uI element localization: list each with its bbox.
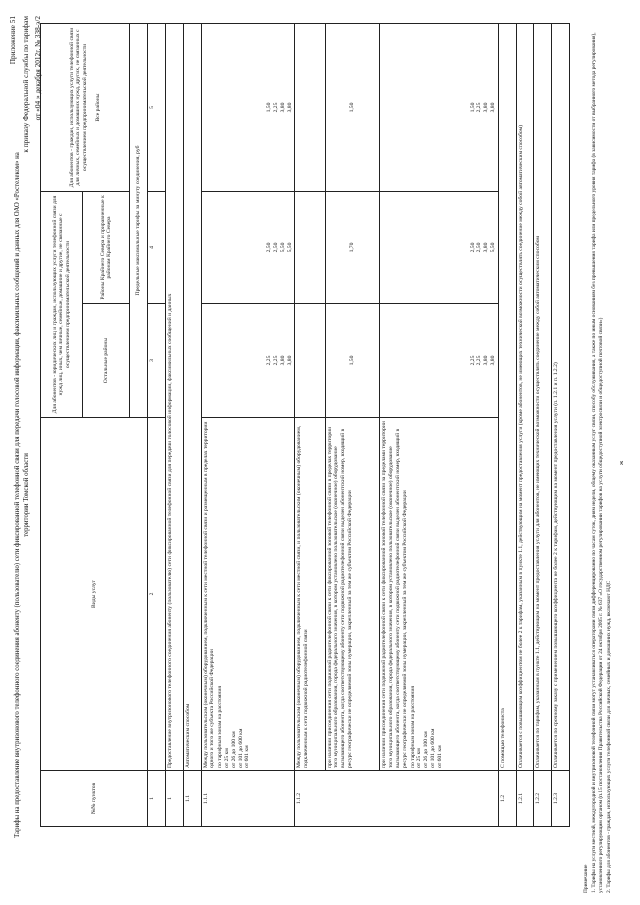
table-head-row	[41, 24, 83, 827]
col-header-all-regions: Все районы	[95, 93, 102, 122]
price-cell	[380, 24, 498, 192]
row-number: 1	[166, 771, 184, 827]
price-value: 2,25	[272, 355, 279, 366]
table-index-row	[148, 24, 166, 827]
price-value: 3,80	[483, 102, 490, 113]
index-5: 5	[148, 24, 166, 192]
price-value: 1,50	[325, 304, 380, 418]
table-row	[516, 24, 534, 827]
price-value: 2,25	[476, 355, 483, 366]
distance-label: от 26 до 100 км	[423, 731, 430, 768]
row-text: при наличии присоединения сети подвижной радиотелефонной связи к сети фиксированной зоновой телефонной связи в пределах территории того муниципального образования, города федерального значения, в котором установлено пользовательское (оконечное) оборудование вызывающего абонента, когда соответствующему абоненту сети подвижной радиотелефонной связи выделен абонентский номер, входящий в ресурс географически не определяемой зоны нумерации, закрепленный за тем же субъектом Российской Федерации	[325, 418, 380, 771]
index-1: 1	[148, 771, 166, 827]
row-text: Предоставление внутризонового телефонного соединения абоненту (пользователю) сети фиксированной телефонной связи для передачи голосовой информации, факсимильных сообщений и данных	[166, 24, 184, 771]
table-row	[166, 24, 184, 827]
zones-label: по тарифным зонам на расстояния	[217, 686, 224, 768]
note-1: 1. Тарифы на услуги местной, междугородной и внутризоновой телефонной связи могут устанавливаться операторами связи дифференцированно по часам суток, дням недели, общему оказанным услуг связи, способу обслуживания, а также по иным основаниям без превышения тарифа или предельного уровня тарифа (в зависимости от выбранного метода регулирования), установленного регулирующим органом (п.15 постановления Правительства Российской Федерации от 24 октября 2005 г. № 637 «О государственном регулировании тарифов на услуги общедоступной электросвязи и общедоступной почтовой связи»)	[590, 32, 605, 893]
price-cell	[201, 192, 295, 304]
price-value: 1,50	[469, 102, 476, 113]
row-description: Между пользовательским (оконечным) оборудованием, подключенным к сети местной телефонной связи и размещенным в пределах территории одного и того же субъекта Российской Федерации	[202, 421, 216, 768]
table-row	[498, 24, 516, 827]
price-value: 5,50	[489, 242, 496, 253]
price-value: 2,50	[469, 242, 476, 253]
price-cell	[380, 192, 498, 304]
units-label: Предельные максимальные тарифы за минуту соединения, руб	[130, 24, 148, 418]
zones-label: по тарифным зонам на расстояния	[409, 686, 416, 768]
row-number: 1.1	[183, 771, 201, 827]
price-value: 3,80	[286, 355, 293, 366]
price-value: 2,25	[476, 102, 483, 113]
order-reference: к приказу Федеральной службы по тарифам	[20, 16, 30, 153]
empty-cell	[295, 192, 325, 304]
empty-cell	[295, 304, 325, 418]
row-text	[380, 418, 498, 771]
table-row	[552, 24, 570, 827]
row-text	[201, 418, 295, 771]
price-value: 3,80	[279, 102, 286, 113]
table-row	[183, 24, 201, 827]
table-row	[295, 24, 325, 827]
index-4: 4	[148, 192, 166, 304]
document-title	[13, 145, 31, 845]
col-header-citizens-text: Для абонентов - граждан, использующих услуги телефонной связи для личных, семейных и домашних нужд, других, не связанных с осуществлением предпринимательской деятельности	[68, 27, 89, 188]
price-cell	[380, 304, 498, 418]
appendix-number: Приложение 51	[8, 16, 17, 65]
price-value: 3,80	[279, 355, 286, 366]
distance-label: от 101 до 600 км	[237, 728, 244, 768]
row-text: Автоматическим способом	[183, 24, 201, 771]
row-text: Оплачивается по срочному заказу с применением повышающего коэффициента не более 2 к тарифам, действующим на момент предоставления услуги (п. 1.2.1 и п. 1.2.2)	[552, 24, 570, 771]
distance-label: от 26 до 100 км	[230, 731, 237, 768]
notes-heading: Примечание	[583, 864, 589, 893]
notes-section	[583, 13, 613, 893]
page-mark: ж	[619, 460, 625, 465]
table-row	[380, 24, 498, 827]
price-value: 2,50	[272, 242, 279, 253]
row-number: 1.2.1	[516, 771, 534, 827]
index-3: 3	[148, 304, 166, 418]
col-header-other-regions: Остальные районы	[83, 304, 130, 418]
price-cell	[201, 304, 295, 418]
price-cell	[201, 24, 295, 192]
price-value: 3,80	[489, 355, 496, 366]
price-value: 2,50	[266, 242, 273, 253]
empty-cell	[295, 24, 325, 192]
row-number: 1.2.3	[552, 771, 570, 827]
price-value: 1,50	[325, 24, 380, 192]
table-row	[201, 24, 295, 827]
row-number: 1.2	[498, 771, 516, 827]
col-header-number: №№ пунктов	[41, 771, 148, 827]
row-number: 1.1.1	[201, 771, 295, 827]
tariff-table	[40, 23, 570, 827]
document-header	[7, 16, 45, 153]
distance-label: от 25 км	[416, 748, 423, 768]
price-value: 2,25	[266, 355, 273, 366]
note-2: 2. Тарифы для абонентов - граждан, использующих услуги телефонной связи для личных, семейных и домашних нужд, включают НДС	[605, 580, 612, 893]
col-header-citizens	[41, 24, 130, 192]
row-text: С помощью телефониста	[498, 24, 516, 771]
price-value: 2,25	[272, 102, 279, 113]
price-value: 3,80	[483, 355, 490, 366]
price-value: 5,50	[279, 242, 286, 253]
row-number: 1.2.2	[534, 771, 552, 827]
price-value: 1,50	[266, 102, 273, 113]
col-header-services: Виды услуг	[41, 418, 148, 771]
price-value: 2,25	[469, 355, 476, 366]
row-number: 1.1.2	[295, 771, 498, 827]
row-text: Между пользовательским (оконечным) оборудованием, подключенным к сети местной связи, и пользовательским (оконечным) оборудованием, подключенным к сети подвижной радиотелефонной связи	[295, 418, 325, 771]
row-description: при наличии присоединения сети подвижной радиотелефонной связи к сети фиксированной зоновой телефонной связи за пределами территории того муниципального образования, города федерального значения, в котором установлено пользовательское (оконечное) оборудование вызывающего абонента, когда соответствующему абоненту сети подвижной радиотелефонной связи выделен абонентский номер, входящий в ресурс географически не определяемой зоны нумерации, закрепленный за тем же субъектом Российской Федерации	[381, 421, 408, 768]
table-row	[325, 24, 380, 827]
distance-label: от 601 км	[244, 745, 251, 768]
col-header-north-regions: Районы Крайнего Севера и приравненные к районам Крайнего Севера	[83, 192, 130, 304]
title-line-2: территории Томской области	[23, 453, 30, 537]
distance-label: от 601 км	[436, 745, 443, 768]
distance-label: от 25 км	[224, 748, 231, 768]
price-value: 3,80	[489, 102, 496, 113]
price-value: 5,50	[286, 242, 293, 253]
price-value: 1,70	[325, 192, 380, 304]
table-row	[534, 24, 552, 827]
row-text: Оплачивается с повышающим коэффициентом не более 2 к тарифам, указанным в пункте 1.1, действующим на момент предоставления услуги (кроме абонентов, не имеющих технической возможности осуществлять соединение между собой автоматическим способом)	[516, 24, 534, 771]
price-value: 3,80	[286, 102, 293, 113]
col-header-legal-entities: Для абонентов - юридических лиц и граждан, использующих услуги телефонной связи для нужд лиц, иных, чем личные, семейные, домашние и другие, не связанные с осуществлением предпринимательской деятельности	[41, 192, 83, 418]
price-value: 2,50	[476, 242, 483, 253]
order-date: от «04 » декабря 2012г. № 338-э/2	[33, 16, 42, 121]
row-text: Оплачивается по тарифам, указанным в пункте 1.1, действующим на момент предоставления услуги для абонентов, не имеющих технической возможности осуществлять соединение между собой автоматическим способом	[534, 24, 552, 771]
title-line-1: Тарифы на предоставление внутризонового телефонного соединения абоненту (пользователю) сети фиксированной телефонной связи для передачи голосовой информации, факсимильных сообщений и данных для ОАО «Ростелеком» на	[14, 152, 21, 838]
distance-label: от 101 до 600 км	[429, 728, 436, 768]
price-value: 3,80	[483, 242, 490, 253]
index-2: 2	[148, 418, 166, 771]
